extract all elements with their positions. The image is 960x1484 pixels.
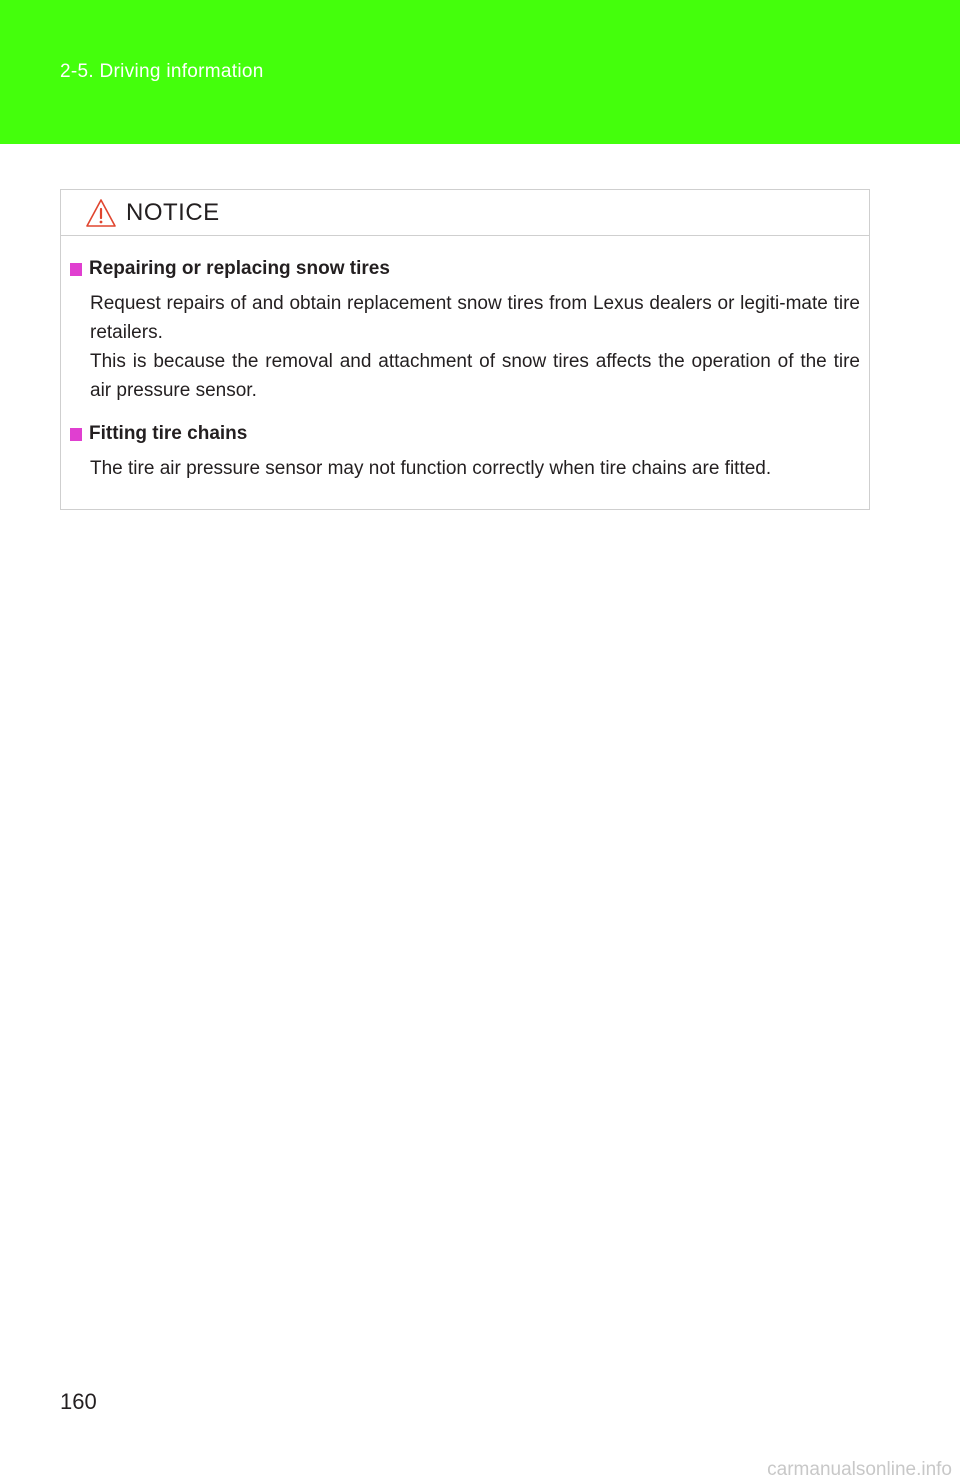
notice-item: [70, 422, 860, 483]
notice-box: [60, 189, 870, 510]
square-bullet-icon: [70, 428, 82, 441]
watermark-link[interactable]: carmanualsonline.info: [767, 1459, 952, 1480]
item-heading-text: Repairing or replacing snow tires: [89, 258, 390, 279]
notice-header: [61, 190, 869, 236]
header-band: [0, 0, 960, 144]
item-paragraph: Request repairs of and obtain replacement snow tires from Lexus dealers or legiti-mate tire retailers.: [90, 293, 860, 343]
item-paragraph: This is because the removal and attachment of snow tires affects the operation of the tire air pressure sensor.: [90, 351, 860, 401]
notice-item: [70, 257, 860, 405]
warning-triangle-icon: [85, 198, 117, 228]
square-bullet-icon: [70, 263, 82, 276]
item-heading-text: Fitting tire chains: [89, 423, 248, 444]
item-paragraph: The tire air pressure sensor may not function correctly when tire chains are fitted.: [90, 458, 772, 479]
item-heading: [70, 257, 860, 281]
item-heading: [70, 422, 860, 446]
section-title: 2-5. Driving information: [60, 61, 264, 82]
notice-title: NOTICE: [126, 199, 220, 226]
page-number: 160: [60, 1389, 97, 1414]
item-body: [90, 289, 860, 405]
item-body: [90, 454, 860, 483]
